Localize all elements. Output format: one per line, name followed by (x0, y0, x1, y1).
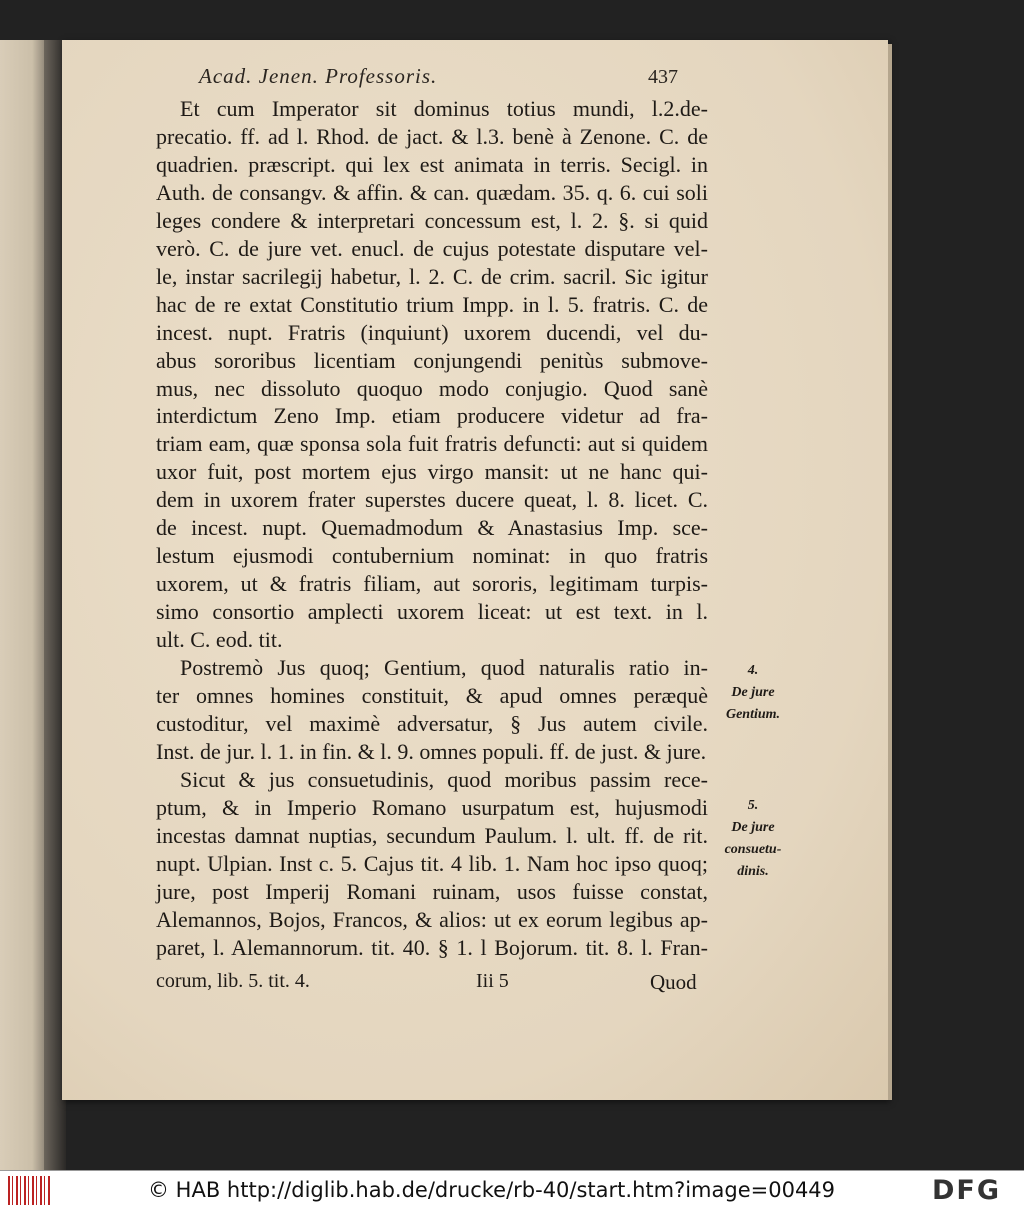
margin-note-de-jure-consuetudinis (708, 795, 798, 883)
text-line: Alemannos, Bojos, Francos, & alios: ut ex eorum legibus ap- (156, 906, 708, 932)
margin-note-number: 5. (747, 798, 759, 813)
text-line: de incest. nupt. Quemadmodum & Anastasius Imp. sce- (156, 515, 708, 541)
running-header: Acad. Jenen. Professoris. (199, 64, 438, 88)
margin-note-line: consuetu- (724, 842, 782, 857)
text-line: dem in uxorem frater superstes ducere queat, l. 8. licet. C. (156, 487, 708, 513)
text-line: Sicut & jus consuetudinis, quod moribus passim rece- (180, 766, 708, 792)
text-line: precatio. ff. ad l. Rhod. de jact. & l.3. benè à Zenone. C. de (156, 123, 708, 149)
text-line: leges condere & interpretari concessum est, l. 2. §. si quid (156, 207, 708, 233)
text-line: paret, l. Alemannorum. tit. 40. § 1. l Bojorum. tit. 8. l. Fran- (156, 934, 708, 960)
margin-note-line: dinis. (737, 864, 769, 879)
margin-note-de-jure-gentium (708, 660, 798, 726)
copyright-url[interactable]: © HAB http://diglib.hab.de/drucke/rb-40/start.htm?image=00449 (148, 1178, 836, 1202)
text-line: Postremò Jus quoq; Gentium, quod naturalis ratio in- (180, 655, 708, 680)
signature-mark: Iii 5 (476, 970, 509, 992)
margin-note-line: De jure (731, 820, 775, 835)
text-line: uxor fuit, post mortem ejus virgo mansit: ut ne hanc qui- (156, 459, 708, 485)
text-line: mus, nec dissoluto quoquo modo conjugio. Quod sanè (156, 375, 708, 401)
text-line: Et cum Imperator sit dominus totius mundi, l.2.de- (180, 96, 708, 121)
left-page-edge (0, 40, 46, 1170)
text-line: quadrien. præscript. qui lex est animata in terris. Secigl. in (156, 151, 708, 177)
margin-note-line: De jure (731, 685, 775, 700)
text-line: custoditur, vel maximè adversatur, § Jus autem civile. (156, 710, 708, 736)
hab-logo-icon (8, 1176, 50, 1205)
text-line: triam eam, quæ sponsa sola fuit fratris defuncti: aut si quidem (156, 431, 708, 457)
text-line: Auth. de consangv. & affin. & can. quædam. 35. q. 6. cui soli (156, 179, 708, 205)
page-number: 437 (648, 66, 678, 88)
text-line: ter omnes homines constituit, & apud omnes peræquè (156, 682, 708, 708)
book-page (62, 40, 888, 1100)
text-line: hac de re extat Constitutio trium Impp. in l. 5. fratris. C. de (156, 291, 708, 317)
text-line: Inst. de jur. l. 1. in fin. & l. 9. omnes populi. ff. de just. & jure. (156, 738, 707, 764)
text-line: simo consortio amplecti uxorem liceat: ut est text. in l. (156, 599, 708, 625)
text-line: ult. C. eod. tit. (156, 627, 283, 653)
text-line: incestas damnat nuptias, secundum Paulum. l. ult. ff. de rit. (156, 822, 708, 848)
text-line: lestum ejusmodi contubernium nominat: in quo fratris (156, 543, 708, 569)
text-line: uxorem, ut & fratris filiam, aut sororis, legitimam turpis- (156, 571, 708, 597)
text-line: ptum, & in Imperio Romano usurpatum est, hujusmodi (156, 794, 708, 820)
text-line: jure, post Imperij Romani ruinam, usos fuisse constat, (156, 878, 708, 904)
catchword: Quod (650, 970, 697, 994)
last-line: corum, lib. 5. tit. 4. (156, 970, 310, 992)
footer-bar (0, 1170, 1024, 1210)
dfg-logo: DFG (932, 1175, 1002, 1206)
text-line: verò. C. de jure vet. enucl. de cujus potestate disputare vel- (156, 235, 708, 261)
text-line: incest. nupt. Fratris (inquiunt) uxorem ducendi, vel du- (156, 319, 708, 345)
margin-note-line: Gentium. (725, 707, 781, 722)
text-line: abus sororibus licentiam conjungendi penitùs submove- (156, 347, 708, 373)
text-line: nupt. Ulpian. Inst c. 5. Cajus tit. 4 lib. 1. Nam hoc ipso quoq; (156, 850, 708, 876)
text-line: interdictum Zeno Imp. etiam producere videtur ad fra- (156, 403, 708, 429)
text-line: le, instar sacrilegij habetur, l. 2. C. de crim. sacril. Sic igitur (156, 263, 708, 289)
margin-note-number: 4. (747, 663, 759, 678)
